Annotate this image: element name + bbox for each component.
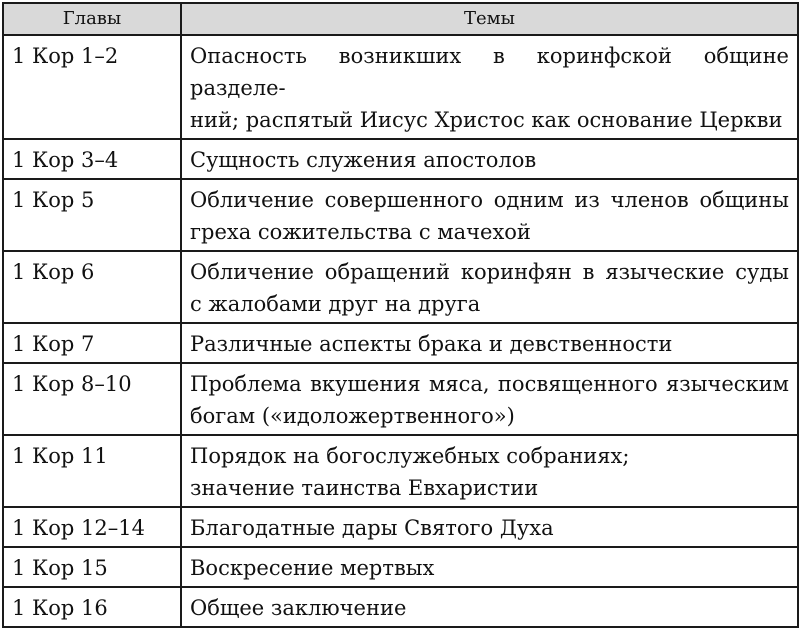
topic-line: греха сожительства с мачехой <box>190 220 531 244</box>
topic-line: Различные аспекты брака и девственности <box>190 332 673 356</box>
table-row <box>3 323 798 363</box>
header-topics: Темы <box>181 3 798 35</box>
topic-line: с жалобами друг на друга <box>190 292 481 316</box>
topic-line: Воскресение мертвых <box>190 556 435 580</box>
chapter-cell: 1 Кор 16 <box>3 587 181 627</box>
topic-cell <box>181 323 798 363</box>
table-row <box>3 251 798 323</box>
chapter-cell: 1 Кор 12–14 <box>3 507 181 547</box>
table-row <box>3 507 798 547</box>
topic-cell <box>181 363 798 435</box>
header-row <box>3 3 798 35</box>
table-row <box>3 179 798 251</box>
topic-line: Общее заключение <box>190 596 407 620</box>
topic-line: ний; распятый Иисус Христос как основание Церкви <box>190 108 783 132</box>
table-row <box>3 435 798 507</box>
topic-line: богам («идоложертвенного») <box>190 404 515 428</box>
topic-cell <box>181 251 798 323</box>
header-chapters: Главы <box>3 3 181 35</box>
topic-line: Сущность служения апостолов <box>190 148 537 172</box>
topic-line: Благодатные дары Святого Духа <box>190 516 554 540</box>
topic-cell <box>181 139 798 179</box>
table-row <box>3 547 798 587</box>
topic-line: Обличение обращений коринфян в языческие суды <box>190 260 789 284</box>
chapter-cell: 1 Кор 15 <box>3 547 181 587</box>
topic-line: Опасность возникших в коринфской общине разделе- <box>190 44 789 100</box>
topic-cell <box>181 587 798 627</box>
topic-cell <box>181 547 798 587</box>
chapter-cell: 1 Кор 3–4 <box>3 139 181 179</box>
topic-cell <box>181 435 798 507</box>
topic-line: Порядок на богослужебных собраниях; <box>190 444 630 468</box>
topic-cell <box>181 35 798 139</box>
chapters-topics-table <box>2 2 799 628</box>
chapter-cell: 1 Кор 1–2 <box>3 35 181 139</box>
table-row <box>3 587 798 627</box>
topic-line: Проблема вкушения мяса, посвященного языческим <box>190 372 789 396</box>
topic-line: Обличение совершенного одним из членов общины <box>190 188 789 212</box>
topic-line: значение таинства Евхаристии <box>190 476 539 500</box>
table-row <box>3 35 798 139</box>
chapter-cell: 1 Кор 6 <box>3 251 181 323</box>
chapter-cell: 1 Кор 8–10 <box>3 363 181 435</box>
chapter-cell: 1 Кор 7 <box>3 323 181 363</box>
table-row <box>3 139 798 179</box>
chapter-cell: 1 Кор 11 <box>3 435 181 507</box>
table-row <box>3 363 798 435</box>
topic-cell <box>181 507 798 547</box>
topic-cell <box>181 179 798 251</box>
chapter-cell: 1 Кор 5 <box>3 179 181 251</box>
